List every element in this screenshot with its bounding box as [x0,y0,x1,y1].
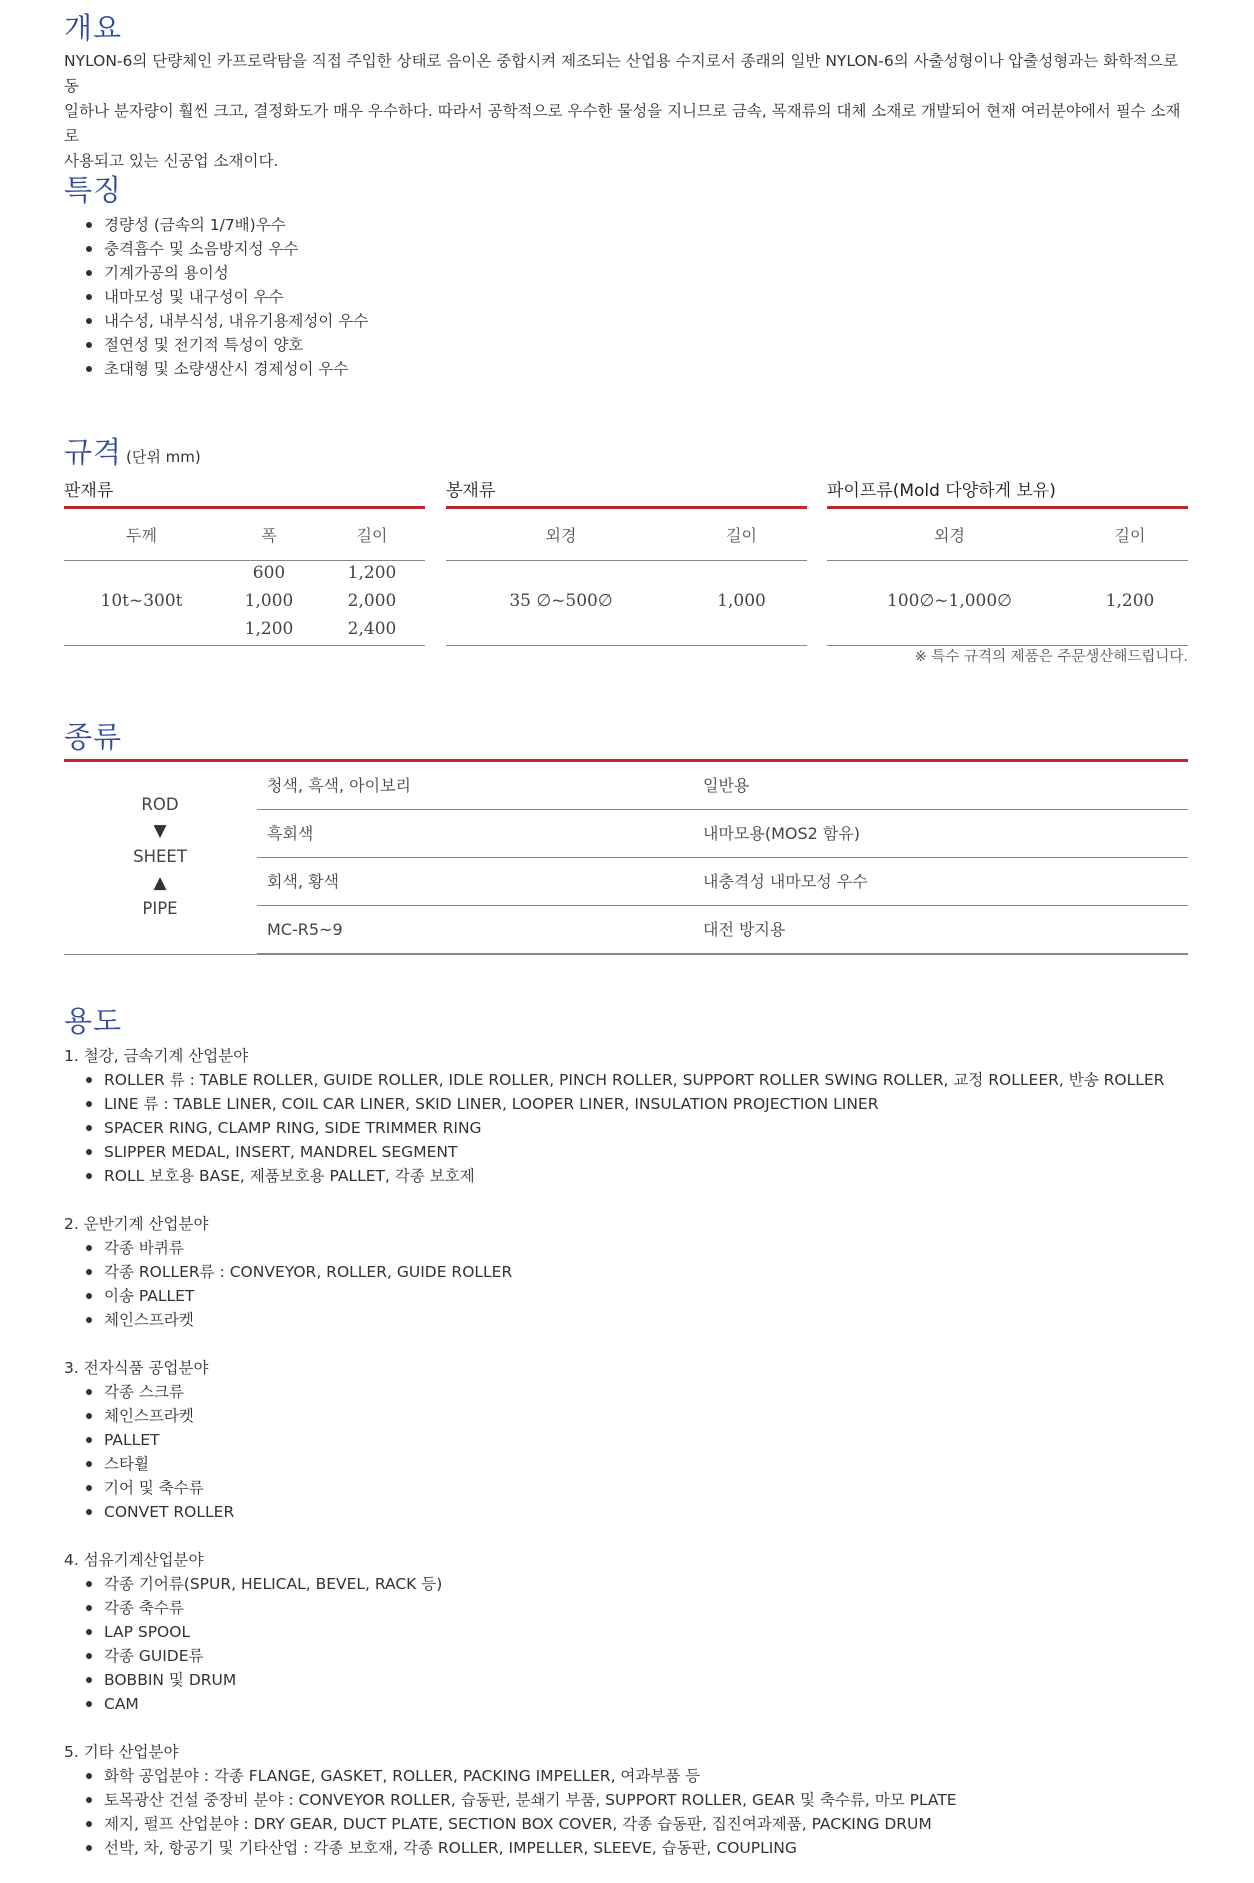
spec-rod-header-diameter: 외경 [545,526,577,545]
spec-plate-title: 판재류 [64,476,425,509]
type-grade: 흑회색 [267,824,314,843]
list-item: 제지, 펄프 산업분야 : DRY GEAR, DUCT PLATE, SECTION BOX COVER, 각종 습동판, 집진여과제품, PACKING DRUM [64,1812,957,1836]
spec-plate-header-thickness: 두께 [126,526,157,545]
spec-title [64,435,201,469]
usage-group-4 [64,1548,442,1716]
usage-group-1 [64,1044,1164,1188]
features-title: 특징 [64,173,123,207]
spec-rod-table [446,476,807,646]
list-item: BOBBIN 및 DRUM [64,1668,442,1692]
list-item: CAM [64,1692,442,1716]
spec-plate-thickness: 10t~300t [100,591,183,611]
list-item: ROLL 보호용 BASE, 제품보호용 PALLET, 각종 보호제 [64,1164,1164,1188]
spec-pipe-header-diameter: 외경 [934,526,965,545]
list-item: 초대형 및 소량생산시 경제성이 우수 [64,357,368,381]
list-item: 내마모성 및 내구성이 우수 [64,285,368,309]
type-use: 내충격성 내마모성 우수 [703,872,868,891]
spec-rod-length: 1,000 [717,591,766,611]
spec-rod-header-row [446,509,807,561]
usage-list [64,1764,957,1860]
arrow-up-icon: ▲ [153,873,167,893]
usage-list [64,1380,234,1524]
types-bottom-border [64,954,1188,955]
usage-group-title: 4. 섬유기계산업분야 [64,1551,204,1569]
list-item: 각종 GUIDE류 [64,1644,442,1668]
table-row [257,858,1188,906]
list-item: 체인스프라켓 [64,1308,512,1332]
spec-plate-length-2: 2,000 [347,591,397,611]
spec-title-text: 규격 [64,435,123,469]
overview-line-3: 사용되고 있는 신공업 소재이다. [64,152,279,170]
list-item: PALLET [64,1428,234,1452]
spec-plate-width-1: 600 [252,563,286,583]
types-title: 종류 [64,720,123,754]
usage-group-title: 2. 운반기계 산업분야 [64,1215,209,1233]
usage-list [64,1236,512,1332]
usage-group-3 [64,1356,234,1524]
usage-title: 용도 [64,1004,123,1038]
spec-rod-header-length: 길이 [726,526,757,545]
list-item: 각종 바퀴류 [64,1236,512,1260]
arrow-down-icon: ▼ [153,821,167,841]
usage-group-title: 5. 기타 산업분야 [64,1743,179,1761]
list-item: 화학 공업분야 : 각종 FLANGE, GASKET, ROLLER, PACKING IMPELLER, 여과부품 등 [64,1764,957,1788]
list-item: 각종 ROLLER류 : CONVEYOR, ROLLER, GUIDE ROLLER [64,1260,512,1284]
spec-pipe-title: 파이프류(Mold 다양하게 보유) [827,476,1188,509]
type-grade: 청색, 흑색, 아이보리 [267,776,411,795]
spec-unit: (단위 mm) [126,448,201,466]
usage-list [64,1572,442,1716]
table-row [257,762,1188,810]
list-item: LINE 류 : TABLE LINER, COIL CAR LINER, SKID LINER, LOOPER LINER, INSULATION PROJECTION LINER [64,1092,1164,1116]
list-item: 내수성, 내부식성, 내유기용제성이 우수 [64,309,368,333]
list-item: LAP SPOOL [64,1620,442,1644]
list-item: 각종 축수류 [64,1596,442,1620]
usage-list [64,1068,1164,1188]
spec-pipe-diameter: 100∅~1,000∅ [887,591,1012,611]
type-grade: 회색, 황색 [267,872,339,891]
table-row [257,810,1188,858]
list-item: CONVET ROLLER [64,1500,234,1524]
type-use: 대전 방지용 [703,920,786,939]
usage-group-5 [64,1740,957,1860]
spec-pipe-body [827,561,1188,646]
type-use: 내마모용(MOS2 함유) [703,824,861,843]
spec-plate-body [64,561,425,646]
flow-rod: ROD [141,795,179,814]
spec-rod-diameter: 35 ∅~500∅ [509,591,613,611]
spec-pipe-table [827,476,1188,646]
spec-plate-header-length: 길이 [356,526,388,545]
spec-plate-length-3: 2,400 [347,619,397,639]
usage-group-2 [64,1212,512,1332]
list-item: 이송 PALLET [64,1284,512,1308]
list-item: 기어 및 축수류 [64,1476,234,1500]
table-row [257,906,1188,954]
type-use: 일반용 [703,776,750,795]
spec-plate-table [64,476,425,646]
spec-plate-header-row [64,509,425,561]
list-item: 체인스프라켓 [64,1404,234,1428]
list-item: 선박, 차, 항공기 및 기타산업 : 각종 보호재, 각종 ROLLER, IMPELLER, SLEEVE, 습동판, COUPLING [64,1836,957,1860]
list-item: 각종 기어류(SPUR, HELICAL, BEVEL, RACK 등) [64,1572,442,1596]
list-item: 스타휠 [64,1452,234,1476]
list-item: SLIPPER MEDAL, INSERT, MANDREL SEGMENT [64,1140,1164,1164]
list-item: 기계가공의 용이성 [64,261,368,285]
usage-group-title: 3. 전자식품 공업분야 [64,1359,209,1377]
spec-pipe-header-row [827,509,1188,561]
type-grade: MC-R5~9 [267,920,343,939]
list-item: 절연성 및 전기적 특성이 양호 [64,333,368,357]
spec-pipe-header-length: 길이 [1114,526,1146,545]
usage-group-title: 1. 철강, 금속기계 산업분야 [64,1047,249,1065]
list-item: 충격흡수 및 소음방지성 우수 [64,237,368,261]
list-item: 토목광산 건설 중장비 분야 : CONVEYOR ROLLER, 습동판, 분쇄기 부품, SUPPORT ROLLER, GEAR 및 축수류, 마모 PLATE [64,1788,957,1812]
overview-title: 개요 [64,11,123,45]
features-list [64,213,368,381]
spec-rod-body [446,561,807,646]
list-item: 경량성 (금속의 1/7배)우수 [64,213,368,237]
overview-text [64,49,1194,174]
overview-line-2: 일하나 분자량이 훨씬 크고, 결정화도가 매우 우수하다. 따라서 공학적으로 우수한 물성을 지니므로 금속, 목재류의 대체 소재로 개발되어 현재 여러분야에서 필수 소재로 [64,102,1181,145]
overview-line-1: NYLON-6의 단량체인 카프로락탐을 직접 주입한 상태로 음이온 중합시켜 제조되는 산업용 수지로서 종래의 일반 NYLON-6의 사출성형이나 압출성형과는 화학적으로 동 [64,52,1179,95]
spec-plate-width-3: 1,200 [244,619,294,639]
spec-plate-width-2: 1,000 [244,591,294,611]
spec-plate-header-width: 폭 [261,526,277,545]
list-item: SPACER RING, CLAMP RING, SIDE TRIMMER RING [64,1116,1164,1140]
spec-pipe-length: 1,200 [1105,591,1155,611]
flow-sheet: SHEET [133,847,187,866]
spec-note: ※ 특수 규격의 제품은 주문생산해드립니다. [914,649,1188,665]
list-item: 각종 스크류 [64,1380,234,1404]
flow-pipe: PIPE [142,899,178,918]
spec-plate-length-1: 1,200 [347,563,397,583]
spec-rod-title: 봉재류 [446,476,807,509]
types-flow [64,792,256,922]
types-table [64,759,1188,939]
list-item: ROLLER 류 : TABLE ROLLER, GUIDE ROLLER, IDLE ROLLER, PINCH ROLLER, SUPPORT ROLLER SWING ROLLER, 교정 ROLLEER, 반송 ROLLER [64,1068,1164,1092]
